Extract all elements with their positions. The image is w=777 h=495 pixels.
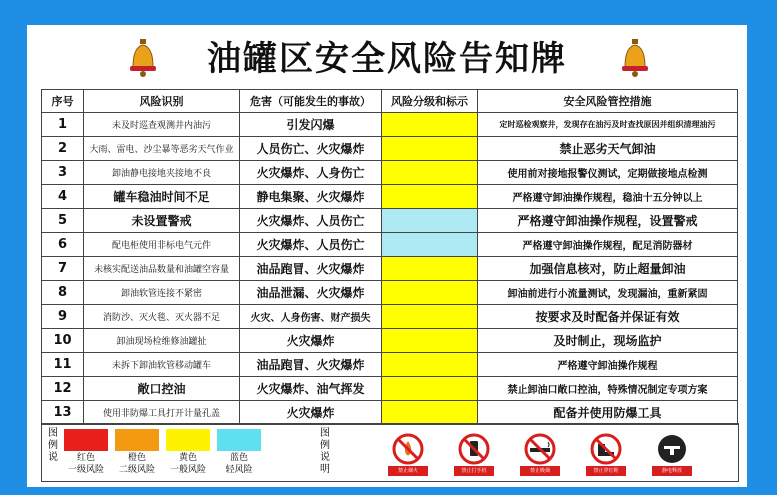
cell-level bbox=[382, 305, 478, 329]
table-row bbox=[42, 137, 738, 161]
cell-no: 1 bbox=[42, 113, 84, 137]
cell-control: 配备并使用防爆工具 bbox=[478, 401, 738, 425]
header-no: 序号 bbox=[42, 90, 84, 113]
cell-no: 3 bbox=[42, 161, 84, 185]
cell-level bbox=[382, 329, 478, 353]
no-nail-shoes-icon bbox=[586, 432, 626, 466]
cell-control: 严格遵守卸油操作规程，设置警戒 bbox=[478, 209, 738, 233]
cell-risk: 卸油软管连接不紧密 bbox=[84, 281, 240, 305]
header-level: 风险分级和标示 bbox=[382, 90, 478, 113]
cell-no: 6 bbox=[42, 233, 84, 257]
table-row bbox=[42, 281, 738, 305]
cell-harm: 人员伤亡、火灾爆炸 bbox=[240, 137, 382, 161]
table-row bbox=[42, 305, 738, 329]
no-fire-icon bbox=[388, 432, 428, 466]
legend-swatch-label bbox=[213, 452, 265, 476]
legend-swatch-label bbox=[162, 452, 214, 476]
cell-risk: 大雨、雷电、沙尘暴等恶劣天气作业 bbox=[84, 137, 240, 161]
cell-no: 8 bbox=[42, 281, 84, 305]
cell-control: 禁止恶劣天气卸油 bbox=[478, 137, 738, 161]
cell-level bbox=[382, 377, 478, 401]
safety-sign bbox=[652, 432, 692, 476]
bell-icon bbox=[619, 37, 651, 77]
sign-caption: 禁止穿钉鞋 bbox=[586, 466, 626, 476]
sign-caption: 禁止烟火 bbox=[388, 466, 428, 476]
legend-level-name: 轻风险 bbox=[225, 465, 253, 475]
cell-level bbox=[382, 353, 478, 377]
cell-no: 5 bbox=[42, 209, 84, 233]
safety-sign bbox=[520, 432, 560, 476]
page-title: 油罐区安全风险告知牌 bbox=[207, 39, 567, 79]
table-row bbox=[42, 401, 738, 425]
cell-control: 卸油前进行小流量测试，发现漏油，重新紧固 bbox=[478, 281, 738, 305]
table-row bbox=[42, 377, 738, 401]
cell-control: 及时制止，现场监护 bbox=[478, 329, 738, 353]
cell-harm: 火灾、人身伤害、财产损失 bbox=[240, 305, 382, 329]
table-header-row bbox=[42, 90, 738, 113]
table-row bbox=[42, 257, 738, 281]
cell-harm: 火灾爆炸、人员伤亡 bbox=[240, 233, 382, 257]
cell-harm: 静电集聚、火灾爆炸 bbox=[240, 185, 382, 209]
cell-level bbox=[382, 281, 478, 305]
cell-control: 按要求及时配备并保证有效 bbox=[478, 305, 738, 329]
table-row bbox=[42, 185, 738, 209]
table-row bbox=[42, 329, 738, 353]
legend-color-name: 黄色 bbox=[178, 453, 197, 463]
cell-risk: 卸油静电接地夹接地不良 bbox=[84, 161, 240, 185]
legend-color-name: 蓝色 bbox=[229, 453, 248, 463]
cell-level bbox=[382, 185, 478, 209]
cell-control: 严格遵守卸油操作规程，配足消防器材 bbox=[478, 233, 738, 257]
cell-no: 7 bbox=[42, 257, 84, 281]
cell-level bbox=[382, 161, 478, 185]
cell-no: 11 bbox=[42, 353, 84, 377]
cell-level bbox=[382, 113, 478, 137]
cell-no: 10 bbox=[42, 329, 84, 353]
cell-level bbox=[382, 257, 478, 281]
cell-control: 定时巡检观察井，发现存在油污及时查找原因并组织清理油污 bbox=[478, 113, 738, 137]
legend-swatch-legend_yellow bbox=[166, 429, 210, 451]
safety-sign bbox=[586, 432, 626, 476]
cell-harm: 引发闪爆 bbox=[240, 113, 382, 137]
sign-caption: 静电释放 bbox=[652, 466, 692, 476]
cell-harm: 油品跑冒、火灾爆炸 bbox=[240, 353, 382, 377]
table-row bbox=[42, 161, 738, 185]
cell-no: 2 bbox=[42, 137, 84, 161]
cell-harm: 火灾爆炸、人员伤亡 bbox=[240, 209, 382, 233]
sign-caption: 禁止打手机 bbox=[454, 466, 494, 476]
cell-risk: 卸油现场检维修油罐扯 bbox=[84, 329, 240, 353]
cell-harm: 火灾爆炸、油气挥发 bbox=[240, 377, 382, 401]
table-row bbox=[42, 353, 738, 377]
legend-swatch-legend_blue bbox=[217, 429, 261, 451]
table-row bbox=[42, 113, 738, 137]
cell-risk: 罐车稳油时间不足 bbox=[84, 185, 240, 209]
legend-level-name: 一级风险 bbox=[67, 465, 104, 475]
cell-risk: 消防沙、灭火毯、灭火器不足 bbox=[84, 305, 240, 329]
cell-control: 严格遵守卸油操作规程，稳油十五分钟以上 bbox=[478, 185, 738, 209]
legend-swatch-label bbox=[111, 452, 163, 476]
cell-level bbox=[382, 401, 478, 425]
cell-risk: 配电柜使用非标电气元件 bbox=[84, 233, 240, 257]
cell-risk: 未设置警戒 bbox=[84, 209, 240, 233]
risk-table bbox=[41, 89, 738, 425]
header-control: 安全风险管控措施 bbox=[478, 90, 738, 113]
static-release-icon bbox=[652, 432, 692, 466]
legend-swatch-red bbox=[64, 429, 108, 451]
legend-level-name: 一般风险 bbox=[169, 465, 206, 475]
cell-harm: 火灾爆炸、人身伤亡 bbox=[240, 161, 382, 185]
cell-level bbox=[382, 137, 478, 161]
legend-color-name: 橙色 bbox=[127, 453, 146, 463]
cell-control: 使用前对接地报警仪测试，定期做接地点检测 bbox=[478, 161, 738, 185]
no-phone-icon bbox=[454, 432, 494, 466]
safety-sign bbox=[454, 432, 494, 476]
cell-no: 13 bbox=[42, 401, 84, 425]
warning-board bbox=[27, 25, 747, 487]
cell-risk: 使用非防爆工具打开计量孔盖 bbox=[84, 401, 240, 425]
legend-swatch-label bbox=[60, 452, 112, 476]
cell-risk: 敞口控油 bbox=[84, 377, 240, 401]
cell-no: 9 bbox=[42, 305, 84, 329]
table-row bbox=[42, 209, 738, 233]
cell-risk: 未核实配送油品数量和油罐空容量 bbox=[84, 257, 240, 281]
cell-control: 严格遵守卸油操作规程 bbox=[478, 353, 738, 377]
safety-sign bbox=[388, 432, 428, 476]
cell-control: 加强信息核对，防止超量卸油 bbox=[478, 257, 738, 281]
cell-harm: 油品跑冒、火灾爆炸 bbox=[240, 257, 382, 281]
no-smoking-icon bbox=[520, 432, 560, 466]
legend-color-name: 红色 bbox=[76, 453, 95, 463]
cell-level bbox=[382, 233, 478, 257]
legend-label: 图例说 bbox=[48, 428, 58, 463]
cell-no: 4 bbox=[42, 185, 84, 209]
cell-control: 禁止卸油口敞口控油，特殊情况制定专项方案 bbox=[478, 377, 738, 401]
table-row bbox=[42, 233, 738, 257]
cell-no: 12 bbox=[42, 377, 84, 401]
cell-harm: 油品泄漏、火灾爆炸 bbox=[240, 281, 382, 305]
cell-harm: 火灾爆炸 bbox=[240, 401, 382, 425]
legend-level-name: 二级风险 bbox=[118, 465, 155, 475]
title-row bbox=[27, 25, 747, 85]
legend-label: 图例说明 bbox=[320, 428, 330, 475]
header-risk: 风险识别 bbox=[84, 90, 240, 113]
cell-level bbox=[382, 209, 478, 233]
cell-risk: 未及时巡查观测井内油污 bbox=[84, 113, 240, 137]
legend bbox=[41, 423, 739, 482]
legend-swatch-orange bbox=[115, 429, 159, 451]
header-harm: 危害（可能发生的事故） bbox=[240, 90, 382, 113]
sign-caption: 禁止吸烟 bbox=[520, 466, 560, 476]
cell-risk: 未拆下卸油软管移动罐车 bbox=[84, 353, 240, 377]
cell-harm: 火灾爆炸 bbox=[240, 329, 382, 353]
